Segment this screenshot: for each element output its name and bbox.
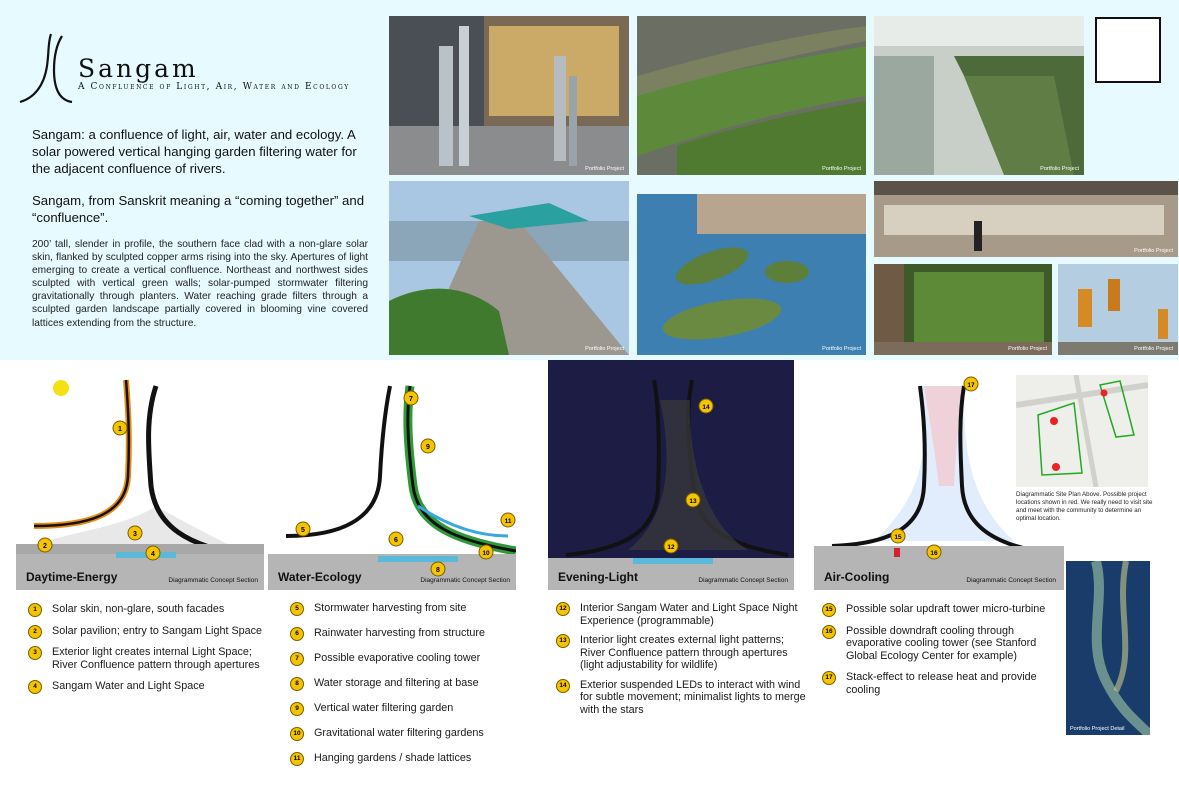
list-item (28, 625, 278, 638)
svg-text:5: 5 (301, 527, 305, 534)
photo-elevated-park (637, 16, 866, 175)
photo-caption: Portfolio Project (822, 346, 861, 352)
site-plan-caption: Diagrammatic Site Plan Above. Possible project locations shown in red. We really need to visit site and meet with the community to determine an optimal location. (1016, 491, 1153, 522)
legend-number: 14 (556, 679, 570, 693)
diagram-title: Water-Ecology (278, 570, 362, 584)
photo-green-wall (874, 264, 1052, 355)
legend-text: Possible solar updraft tower micro-turbine (846, 603, 1046, 615)
legend-number: 17 (822, 671, 836, 685)
page-subtitle: A Confluence of Light, Air, Water and Ecology (78, 82, 350, 92)
list-item (290, 752, 530, 765)
diagram-subtitle: Diagrammatic Concept Section (420, 577, 510, 584)
list-item (822, 603, 1048, 616)
diagram-subtitle: Diagrammatic Concept Section (168, 577, 258, 584)
legend-number: 10 (290, 727, 304, 741)
photo-caption: Portfolio Project (585, 346, 624, 352)
photo-caption: Portfolio Project (1134, 346, 1173, 352)
photo-building-entry (389, 16, 629, 175)
photo-river-islands (637, 194, 866, 355)
legend-evening (556, 602, 806, 716)
svg-text:10: 10 (482, 550, 490, 557)
svg-text:16: 16 (930, 550, 938, 557)
legend-text: Rainwater harvesting from structure (314, 627, 486, 639)
legend-text: Interior light creates external light patterns; River Confluence pattern through apertures (light adjustability for wildlife) (580, 634, 788, 671)
diagram-subtitle: Diagrammatic Concept Section (698, 577, 788, 584)
list-item (28, 646, 278, 671)
legend-number: 9 (290, 702, 304, 716)
diagram-title: Evening-Light (558, 570, 638, 584)
legend-number: 13 (556, 634, 570, 648)
legend-air (822, 603, 1048, 696)
list-item (290, 652, 530, 665)
list-item (290, 627, 530, 640)
meaning-paragraph: Sangam, from Sanskrit meaning a “coming together” and “confluence”. (32, 193, 365, 225)
legend-number: 3 (28, 646, 42, 660)
sangam-logo-icon (14, 30, 76, 110)
svg-text:9: 9 (426, 444, 430, 451)
legend-text: Exterior suspended LEDs to interact with wind for subtle movement; minimalist lights to merge with the stars (580, 678, 806, 716)
list-item (556, 602, 806, 627)
legend-text: Possible evaporative cooling tower (314, 652, 481, 664)
list-item (290, 677, 530, 690)
list-item (290, 727, 530, 740)
photo-caption: Portfolio Project (822, 166, 861, 172)
svg-text:13: 13 (689, 498, 697, 505)
list-item (290, 602, 530, 615)
placeholder-box (1095, 17, 1161, 83)
legend-text: Stack-effect to release heat and provide cooling (846, 671, 1037, 696)
legend-number: 11 (290, 752, 304, 766)
svg-text:8: 8 (436, 567, 440, 574)
legend-text: Water storage and filtering at base (314, 677, 479, 689)
diagram-evening-light (548, 360, 794, 590)
legend-text: Possible downdraft cooling through evaporative cooling tower (see Stanford Global Ecology Center for example) (846, 624, 1037, 662)
svg-text:15: 15 (894, 534, 902, 541)
legend-number: 7 (290, 652, 304, 666)
diagram-daytime-energy (16, 376, 264, 590)
list-item (28, 680, 278, 693)
svg-text:1: 1 (118, 426, 122, 433)
legend-text: Solar pavilion; entry to Sangam Light Space (52, 624, 263, 637)
photo-project-detail (1066, 561, 1150, 735)
svg-text:2: 2 (43, 543, 47, 550)
list-item (290, 702, 530, 715)
diagram-subtitle: Diagrammatic Concept Section (966, 577, 1056, 584)
intro-paragraph: Sangam: a confluence of light, air, water and ecology. A solar powered vertical hanging garden filtering water for the adjacent confluence of rivers. (32, 127, 357, 176)
legend-number: 5 (290, 602, 304, 616)
diagram-title: Daytime-Energy (26, 570, 118, 584)
legend-energy (28, 603, 278, 693)
photo-caption: Portfolio Project (1134, 248, 1173, 254)
svg-text:17: 17 (967, 382, 975, 389)
list-item (822, 671, 1048, 696)
photo-caption: Portfolio Project (1040, 166, 1079, 172)
legend-number: 8 (290, 677, 304, 691)
diagram-water-ecology (268, 376, 516, 590)
description-paragraph: 200’ tall, slender in profile, the southern face clad with a non-glare solar skin, flanked by sculpted copper arms rising into the sky. Apertures of light emerging to create a vertical confluence. Northeast and northwest sides sculpted with vertical green walls; solar-pumped stormwater filtering gravitationally through planters. Water reaching grade filters through a sculpted garden landscape partially covered in blooming vine covered lattices extending from the structure. (32, 239, 368, 329)
legend-number: 15 (822, 603, 836, 617)
legend-text: Sangam Water and Light Space (52, 680, 205, 692)
photo-station-model (874, 181, 1178, 257)
legend-text: Stormwater harvesting from site (314, 602, 467, 614)
legend-text: Solar skin, non-glare, south facades (52, 603, 225, 615)
legend-number: 16 (822, 625, 836, 639)
photo-caption: Portfolio Project (585, 166, 624, 172)
legend-text: Gravitational water filtering gardens (314, 727, 484, 739)
svg-text:14: 14 (702, 404, 710, 411)
photo-atrium-garden (874, 16, 1084, 175)
list-item (28, 603, 278, 616)
legend-number: 6 (290, 627, 304, 641)
photo-caption: Portfolio Project (1008, 346, 1047, 352)
svg-text:11: 11 (504, 518, 512, 525)
page-title: Sangam (78, 54, 199, 83)
list-item (556, 679, 806, 717)
photo-copper-lanterns (1058, 264, 1178, 355)
legend-number: 4 (28, 680, 42, 694)
legend-water (290, 602, 530, 765)
site-plan-map (1016, 375, 1148, 487)
legend-number: 12 (556, 602, 570, 616)
legend-number: 2 (28, 625, 42, 639)
svg-text:6: 6 (394, 537, 398, 544)
svg-text:12: 12 (667, 544, 675, 551)
legend-text: Interior Sangam Water and Light Space Night Experience (programmable) (580, 602, 798, 627)
list-item (822, 625, 1048, 663)
legend-text: Hanging gardens / shade lattices (314, 752, 472, 764)
svg-text:4: 4 (151, 551, 155, 558)
detail-caption: Portfolio Project Detail (1070, 726, 1125, 732)
legend-number: 1 (28, 603, 42, 617)
diagram-title: Air-Cooling (824, 570, 890, 584)
list-item (556, 634, 806, 672)
svg-text:7: 7 (409, 396, 413, 403)
legend-text: Vertical water filtering garden (314, 702, 454, 714)
photo-boardwalk (389, 181, 629, 355)
legend-text: Exterior light creates internal Light Space; River Confluence pattern through apertures (52, 646, 260, 671)
svg-text:3: 3 (133, 531, 137, 538)
